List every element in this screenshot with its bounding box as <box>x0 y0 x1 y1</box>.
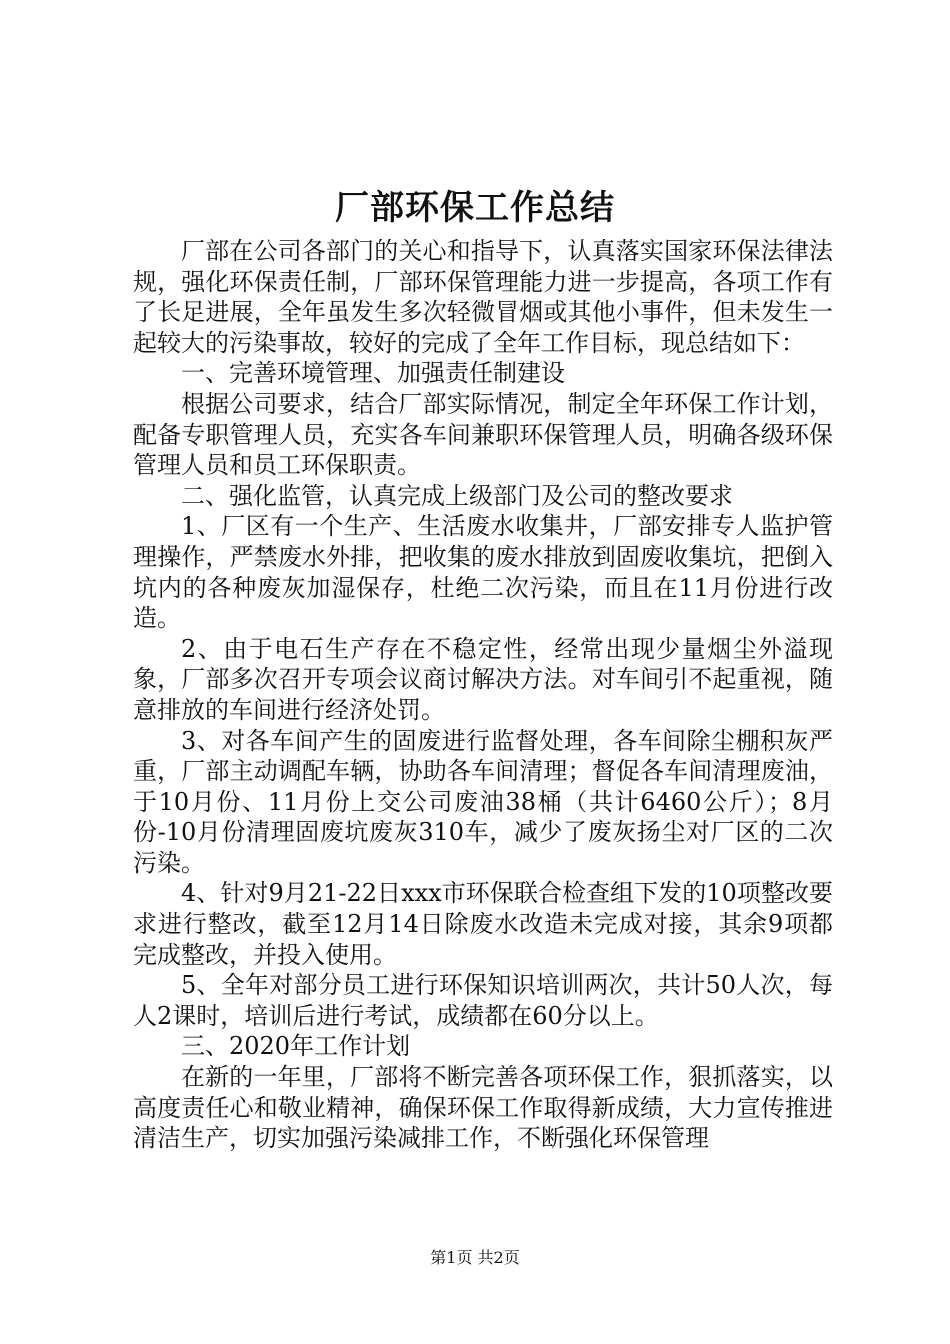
list-item-4: 4、针对9月21-22日xxx市环保联合检查组下发的10项整改要求进行整改，截至12月14日除废水改造未完成对接，其余9项都完成整改，并投入使用。 <box>133 879 833 969</box>
section-heading-3: 三、2020年工作计划 <box>181 1032 411 1061</box>
list-item-3: 3、对各车间产生的固废进行监督处理，各车间除尘棚积灰严重，厂部主动调配车辆，协助各车间清理；督促各车间清理废油，于10月份、11月份上交公司废油38桶（共计6460公斤）；8月份-10月份清理固废坑废灰310车，减少了废灰扬尘对厂区的二次污染。 <box>133 726 833 877</box>
list-item-5: 5、全年对部分员工进行环保知识培训两次，共计50人次，每人2课时，培训后进行考试，成绩都在60分以上。 <box>133 971 833 1030</box>
list-item-1: 1、厂区有一个生产、生活废水收集井，厂部安排专人监护管理操作，严禁废水外排，把收集的废水排放到固废收集坑，把倒入坑内的各种废灰加湿保存，杜绝二次污染，而且在11月份进行改造。 <box>133 512 833 633</box>
document-body <box>133 236 833 1154</box>
list-item-2: 2、由于电石生产存在不稳定性，经常出现少量烟尘外溢现象，厂部多次召开专项会议商讨解决方法。对车间引不起重视，随意排放的车间进行经济处罚。 <box>133 634 833 724</box>
paragraph-section-1: 根据公司要求，结合厂部实际情况，制定全年环保工作计划，配备专职管理人员，充实各车间兼职环保管理人员，明确各级环保管理人员和员工环保职责。 <box>133 389 833 480</box>
section-heading-2: 二、强化监管，认真完成上级部门及公司的整改要求 <box>181 481 733 510</box>
paragraph-section-3: 在新的一年里，厂部将不断完善各项环保工作，狠抓落实，以高度责任心和敬业精神，确保环保工作取得新成绩，大力宣传推进清洁生产，切实加强污染减排工作，不断强化环保管理 <box>133 1063 833 1153</box>
page-footer: 第1页 共2页 <box>430 1248 520 1267</box>
paragraph-intro: 厂部在公司各部门的关心和指导下，认真落实国家环保法律法规，强化环保责任制，厂部环保管理能力进一步提高，各项工作有了长足进展，全年虽发生多次轻微冒烟或其他小事件，但未发生一起较大的污染事故，较好的完成了全年工作目标，现总结如下： <box>133 237 833 357</box>
document-title: 厂部环保工作总结 <box>335 188 615 228</box>
section-heading-1: 一、完善环境管理、加强责任制建设 <box>181 359 565 388</box>
